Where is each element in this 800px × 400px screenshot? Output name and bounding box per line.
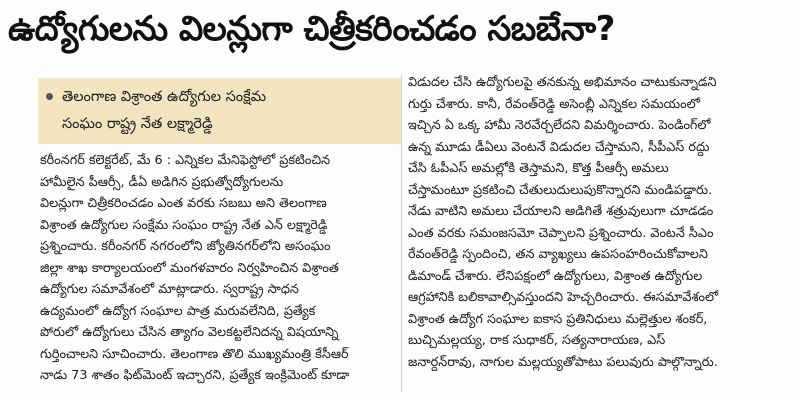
body-line: కరీంనగర్ కలెక్టరేట్, మే 6 : ఎన్నికల మేనిఫెస్టోలో ప్రకటించిన bbox=[40, 153, 331, 168]
body-line: ఇచ్చిన ఏ ఒక్క హామీ నెరవేర్చలేదని విమర్శించారు. పెండింగ్‌లో bbox=[408, 118, 711, 133]
bullet-icon bbox=[46, 93, 53, 100]
body-line: జిల్లా శాఖ కార్యాలయంలో మంగళవారం నిర్వహించిన విశ్రాంత bbox=[40, 260, 339, 276]
right-column bbox=[408, 72, 788, 396]
body-line: విశ్రాంత ఉద్యోగ సంఘాల ఐకాస ప్రతినిధులు మల్లెత్తుల శంకర్, bbox=[408, 311, 708, 327]
body-line: గుర్తు చేశారు. కానీ, రేవంత్‌రెడ్డి అసెంబ్లీ ఎన్నికల సమయంలో bbox=[408, 96, 700, 112]
headline: ఉద్యోగులను విలన్లుగా చిత్రీకరించడం సబబేనా? bbox=[8, 9, 615, 49]
body-line: ఆగ్రహానికి బలికావాల్సివస్తుందని హెచ్చరించారు. ఈసమావేశంలో bbox=[408, 290, 719, 305]
body-line: గుర్తించాలని సూచించారు. తెలంగాణ తొలి ముఖ్యమంత్రి కేసీఆర్ bbox=[40, 346, 349, 362]
body-line: పోరులో ఉద్యోగులు చేసిన త్యాగం వెలకట్టలేనిదన్న విషయాన్ని bbox=[40, 325, 339, 340]
body-line: హామీలైన పీఆర్సీ, డీఏ అడిగిన ప్రభుత్వోద్యోగులను bbox=[40, 174, 284, 190]
body-line: విశ్రాంత ఉద్యోగుల సంక్షేమ సంఘం రాష్ట్ర నేత ఎన్ లక్ష్మారెడ్డి bbox=[40, 217, 328, 233]
body-line: చేస్తామంటూ ప్రకటించి చేతులుదులుపుకొన్నారని మండిపడ్డారు. bbox=[408, 182, 713, 198]
body-line: రేవంత్‌రెడ్డి స్పందించి, తన వ్యాఖ్యలు ఉపసంహరించుకోవాలని bbox=[408, 247, 708, 262]
subhead-line: సంఘం రాష్ట్ర నేత లక్ష్మారెడ్డి bbox=[62, 116, 213, 132]
subhead-box bbox=[38, 78, 402, 144]
body-line: ప్రశ్నించారు. కరీంనగర్ నగరంలోని జ్యోతినగర్‌లోని అసంఘం bbox=[40, 239, 331, 254]
body-line: ఎంత వరకు సమంజసమో చెప్పాలని ప్రశ్నించారు. వెంటనే సీఎం bbox=[408, 225, 714, 241]
body-line: బుచ్చిమల్లయ్య, రాక సుధాకర్, సత్యనారాయణ, ఎస్ bbox=[408, 333, 666, 348]
body-line: డిమాండ్ చేశారు. లేనిపక్షంలో ఉద్యోగులు, విశ్రాంత ఉద్యోగుల bbox=[408, 268, 703, 284]
body-line: ఉన్న మూడు డీఏలు వెంటనే విడుదల చేస్తామని, సీపీఎస్ రద్దు bbox=[408, 139, 710, 155]
body-line: జనార్దన్‌రావు, నాగుల మల్లయ్యతోపాటు పలువురు పాల్గొన్నారు. bbox=[408, 354, 718, 370]
subhead-line: తెలంగాణ విశ్రాంత ఉద్యోగుల సంక్షేమ bbox=[62, 89, 267, 105]
left-column bbox=[24, 72, 410, 396]
body-line: విడుదల చేసి ఉద్యోగులపై తనకున్న అభిమానం చాటుకున్నాడని bbox=[408, 75, 717, 90]
body-line: ఉద్యోగుల సమావేశంలో మాట్లాడారు. స్వరాష్ట్ర సాధన bbox=[40, 282, 299, 297]
body-line: ఉద్యమంలో ఉద్యోగ సంఘాల పాత్ర మరువలేనిది, ప్రత్యేక bbox=[40, 303, 316, 319]
body-line: నేడు వాటిని అమలు చేయాలని అడిగితే శత్రువులుగా చూడడం bbox=[408, 204, 714, 219]
column-divider bbox=[401, 76, 402, 392]
body-line: చేసి ఓపీఎస్ అమల్లోకి తెస్తామని, కొత్త పీఆర్సీ అమలు bbox=[408, 161, 669, 176]
body-line: నాడు 73 శాతం ఫిట్‌మెంట్ ఇచ్చారని, ప్రత్యేక ఇంక్రిమెంట్ కూడా bbox=[40, 368, 350, 383]
body-line: విలన్లుగా చిత్రీకరించడం ఎంత వరకు సబబు అని తెలంగాణ bbox=[40, 196, 327, 211]
